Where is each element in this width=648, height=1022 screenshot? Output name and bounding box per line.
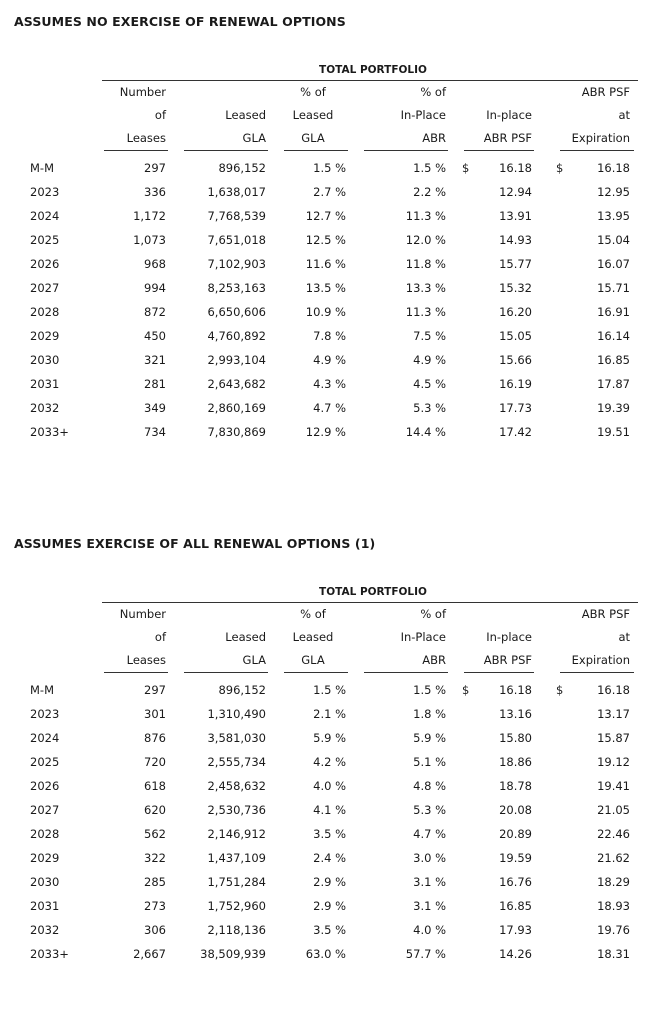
cell-leases: 321: [144, 353, 166, 367]
cell-pabr: 12.0 %: [405, 233, 446, 247]
header-pleased-line-2: Leased: [292, 630, 334, 644]
cell-pabr: 5.3 %: [413, 803, 446, 817]
header-underline-pleased: [284, 150, 348, 151]
header-gla-line-3: GLA: [242, 653, 266, 667]
section-all-renewal: [0, 522, 648, 1022]
cell-gla: 8,253,163: [207, 281, 266, 295]
cell-gla: 2,993,104: [207, 353, 266, 367]
cell-inplace: 16.18: [499, 161, 532, 175]
cell-year: M-M: [30, 161, 54, 175]
cell-pleased: 1.5 %: [313, 161, 346, 175]
header-leases-line-2: of: [154, 630, 166, 644]
cell-pabr: 3.1 %: [413, 899, 446, 913]
cell-leases: 2,667: [133, 947, 166, 961]
table-row: [0, 798, 648, 822]
table-row: [0, 750, 648, 774]
header-pabr-line-2: In-Place: [400, 108, 446, 122]
header-leases-line-3: Leases: [126, 653, 166, 667]
header-gla-line-2: Leased: [225, 108, 266, 122]
cell-exp: 21.05: [597, 803, 630, 817]
cell-year: 2032: [30, 401, 60, 415]
cell-leases: 620: [144, 803, 166, 817]
cell-pleased: 7.8 %: [313, 329, 346, 343]
header-pleased-line-3: GLA: [301, 131, 325, 145]
cell-leases: 306: [144, 923, 166, 937]
cell-pabr: 11.3 %: [405, 209, 446, 223]
header-pabr-line-3: ABR: [422, 131, 446, 145]
cell-gla: 7,830,869: [207, 425, 266, 439]
cell-leases: 994: [144, 281, 166, 295]
cell-gla: 2,146,912: [207, 827, 266, 841]
cell-pabr: 2.2 %: [413, 185, 446, 199]
cell-pabr: 4.8 %: [413, 779, 446, 793]
cell-exp: 16.14: [597, 329, 630, 343]
cell-pleased: 2.9 %: [313, 875, 346, 889]
cell-pleased: 2.7 %: [313, 185, 346, 199]
header-pabr-line-3: ABR: [422, 653, 446, 667]
header-leases-line-1: Number: [119, 85, 166, 99]
cell-gla: 3,581,030: [207, 731, 266, 745]
cell-inplace: 17.42: [499, 425, 532, 439]
cell-leases: 322: [144, 851, 166, 865]
cell-leases: 720: [144, 755, 166, 769]
cell-pabr: 11.8 %: [405, 257, 446, 271]
table-row: [0, 324, 648, 348]
cell-pabr: 4.5 %: [413, 377, 446, 391]
cell-pleased: 4.1 %: [313, 803, 346, 817]
table-row: [0, 870, 648, 894]
cell-pabr: 57.7 %: [405, 947, 446, 961]
header-inplace-line-3: ABR PSF: [483, 131, 532, 145]
cell-leases: 450: [144, 329, 166, 343]
cell-pleased: 4.2 %: [313, 755, 346, 769]
header-underline-exp: [560, 150, 634, 151]
cell-pleased: 4.3 %: [313, 377, 346, 391]
cell-exp: 16.18: [597, 683, 630, 697]
cell-exp: 19.51: [597, 425, 630, 439]
header-pabr-line-2: In-Place: [400, 630, 446, 644]
table-row: [0, 396, 648, 420]
cell-pabr: 4.7 %: [413, 827, 446, 841]
cell-pabr: 11.3 %: [405, 305, 446, 319]
cell-pleased: 12.7 %: [305, 209, 346, 223]
table-row: [0, 276, 648, 300]
cell-pleased: 4.0 %: [313, 779, 346, 793]
header-underline-inplace: [464, 150, 534, 151]
portfolio-label: TOTAL PORTFOLIO: [319, 586, 427, 598]
header-exp-line-2: at: [618, 108, 630, 122]
cell-pabr: 3.0 %: [413, 851, 446, 865]
cell-year: 2027: [30, 281, 60, 295]
cell-year: 2029: [30, 329, 60, 343]
cell-year: 2024: [30, 209, 60, 223]
cell-pabr: 1.5 %: [413, 683, 446, 697]
table-row: [0, 894, 648, 918]
cell-leases: 301: [144, 707, 166, 721]
cell-inplace: 18.78: [499, 779, 532, 793]
cell-pleased: 63.0 %: [305, 947, 346, 961]
table-row: [0, 918, 648, 942]
cell-gla: 1,437,109: [207, 851, 266, 865]
cell-inplace: 20.89: [499, 827, 532, 841]
cell-inplace: 13.91: [499, 209, 532, 223]
cell-leases: 285: [144, 875, 166, 889]
cell-gla: 7,651,018: [207, 233, 266, 247]
cell-leases: 968: [144, 257, 166, 271]
header-underline-gla: [184, 672, 268, 673]
cell-pleased: 4.9 %: [313, 353, 346, 367]
table-row: [0, 774, 648, 798]
cell-year: 2028: [30, 827, 60, 841]
header-underline-pabr: [364, 672, 448, 673]
table-row: [0, 372, 648, 396]
header-inplace-line-3: ABR PSF: [483, 653, 532, 667]
cell-year: 2024: [30, 731, 60, 745]
header-pleased-line-3: GLA: [301, 653, 325, 667]
cell-year: 2025: [30, 233, 60, 247]
cell-pabr: 13.3 %: [405, 281, 446, 295]
cell-leases: 336: [144, 185, 166, 199]
cell-year: 2023: [30, 707, 60, 721]
cell-exp: 13.95: [597, 209, 630, 223]
table-row: [0, 420, 648, 444]
header-exp-line-3: Expiration: [571, 131, 630, 145]
cell-gla: 7,102,903: [207, 257, 266, 271]
cell-pabr: 1.8 %: [413, 707, 446, 721]
cell-pleased: 12.9 %: [305, 425, 346, 439]
cell-gla: 1,638,017: [207, 185, 266, 199]
cell-pabr: 5.3 %: [413, 401, 446, 415]
cell-inplace: 20.08: [499, 803, 532, 817]
cell-exp: 21.62: [597, 851, 630, 865]
cell-year: 2031: [30, 899, 60, 913]
cell-inplace: 12.94: [499, 185, 532, 199]
cell-exp: 13.17: [597, 707, 630, 721]
cell-year: 2030: [30, 353, 60, 367]
cell-gla: 2,530,736: [207, 803, 266, 817]
cell-pleased: 4.7 %: [313, 401, 346, 415]
cell-exp: 18.31: [597, 947, 630, 961]
cell-leases: 734: [144, 425, 166, 439]
cell-year: 2025: [30, 755, 60, 769]
header-underline-gla: [184, 150, 268, 151]
table-row: [0, 822, 648, 846]
header-leases-line-3: Leases: [126, 131, 166, 145]
cell-dollar: $: [462, 161, 470, 175]
table-row: [0, 726, 648, 750]
header-pleased-line-1: % of: [300, 607, 326, 621]
header-gla-line-2: Leased: [225, 630, 266, 644]
cell-exp: 15.87: [597, 731, 630, 745]
cell-exp: 16.85: [597, 353, 630, 367]
cell-exp: 16.91: [597, 305, 630, 319]
cell-pabr: 4.9 %: [413, 353, 446, 367]
portfolio-label: TOTAL PORTFOLIO: [319, 64, 427, 76]
cell-inplace: 16.19: [499, 377, 532, 391]
cell-pleased: 12.5 %: [305, 233, 346, 247]
header-pleased-line-1: % of: [300, 85, 326, 99]
cell-year: 2031: [30, 377, 60, 391]
cell-inplace: 15.66: [499, 353, 532, 367]
header-pabr-line-1: % of: [420, 607, 446, 621]
cell-gla: 896,152: [218, 161, 266, 175]
cell-leases: 273: [144, 899, 166, 913]
cell-exp: 15.71: [597, 281, 630, 295]
cell-gla: 1,310,490: [207, 707, 266, 721]
cell-leases: 349: [144, 401, 166, 415]
cell-year: 2027: [30, 803, 60, 817]
cell-pleased: 11.6 %: [305, 257, 346, 271]
cell-dollar2: $: [556, 161, 564, 175]
cell-dollar2: $: [556, 683, 564, 697]
cell-pleased: 13.5 %: [305, 281, 346, 295]
cell-exp: 22.46: [597, 827, 630, 841]
cell-gla: 2,118,136: [207, 923, 266, 937]
header-leases-line-2: of: [154, 108, 166, 122]
cell-dollar: $: [462, 683, 470, 697]
header-pleased-line-2: Leased: [292, 108, 334, 122]
table-row: [0, 180, 648, 204]
cell-year: M-M: [30, 683, 54, 697]
table-row: [0, 846, 648, 870]
header-underline-pleased: [284, 672, 348, 673]
header-underline-leases: [104, 150, 168, 151]
cell-gla: 1,751,284: [207, 875, 266, 889]
cell-leases: 1,172: [133, 209, 166, 223]
cell-exp: 18.29: [597, 875, 630, 889]
cell-year: 2033+: [30, 425, 69, 439]
cell-inplace: 15.80: [499, 731, 532, 745]
cell-pleased: 1.5 %: [313, 683, 346, 697]
cell-gla: 2,643,682: [207, 377, 266, 391]
table-row: [0, 300, 648, 324]
table-row: [0, 678, 648, 702]
cell-gla: 896,152: [218, 683, 266, 697]
cell-pabr: 4.0 %: [413, 923, 446, 937]
cell-exp: 16.18: [597, 161, 630, 175]
cell-gla: 2,555,734: [207, 755, 266, 769]
cell-pleased: 3.5 %: [313, 827, 346, 841]
cell-exp: 19.76: [597, 923, 630, 937]
cell-pabr: 1.5 %: [413, 161, 446, 175]
header-exp-line-1: ABR PSF: [581, 85, 630, 99]
cell-exp: 12.95: [597, 185, 630, 199]
header-inplace-line-2: In-place: [486, 630, 532, 644]
table-row: [0, 252, 648, 276]
table-row: [0, 702, 648, 726]
table-row: [0, 348, 648, 372]
header-exp-line-1: ABR PSF: [581, 607, 630, 621]
header-underline-inplace: [464, 672, 534, 673]
header-gla-line-3: GLA: [242, 131, 266, 145]
header-exp-line-2: at: [618, 630, 630, 644]
section-title: ASSUMES EXERCISE OF ALL RENEWAL OPTIONS (1): [14, 536, 376, 551]
cell-gla: 38,509,939: [200, 947, 266, 961]
cell-pleased: 5.9 %: [313, 731, 346, 745]
cell-leases: 876: [144, 731, 166, 745]
cell-gla: 2,860,169: [207, 401, 266, 415]
cell-inplace: 17.73: [499, 401, 532, 415]
cell-inplace: 13.16: [499, 707, 532, 721]
table-row: [0, 942, 648, 966]
cell-year: 2030: [30, 875, 60, 889]
cell-inplace: 16.18: [499, 683, 532, 697]
cell-year: 2028: [30, 305, 60, 319]
table-row: [0, 204, 648, 228]
cell-gla: 1,752,960: [207, 899, 266, 913]
header-underline-leases: [104, 672, 168, 673]
cell-inplace: 15.32: [499, 281, 532, 295]
cell-inplace: 15.77: [499, 257, 532, 271]
cell-exp: 19.12: [597, 755, 630, 769]
cell-inplace: 16.20: [499, 305, 532, 319]
cell-pleased: 10.9 %: [305, 305, 346, 319]
cell-gla: 7,768,539: [207, 209, 266, 223]
cell-leases: 281: [144, 377, 166, 391]
cell-pabr: 14.4 %: [405, 425, 446, 439]
cell-gla: 4,760,892: [207, 329, 266, 343]
cell-exp: 18.93: [597, 899, 630, 913]
cell-year: 2032: [30, 923, 60, 937]
cell-year: 2026: [30, 257, 60, 271]
cell-gla: 6,650,606: [207, 305, 266, 319]
cell-inplace: 17.93: [499, 923, 532, 937]
cell-exp: 16.07: [597, 257, 630, 271]
cell-leases: 618: [144, 779, 166, 793]
cell-inplace: 15.05: [499, 329, 532, 343]
cell-inplace: 18.86: [499, 755, 532, 769]
cell-inplace: 19.59: [499, 851, 532, 865]
header-pabr-line-1: % of: [420, 85, 446, 99]
header-underline-exp: [560, 672, 634, 673]
header-exp-line-3: Expiration: [571, 653, 630, 667]
cell-inplace: 16.85: [499, 899, 532, 913]
cell-leases: 297: [144, 161, 166, 175]
cell-year: 2023: [30, 185, 60, 199]
cell-pleased: 3.5 %: [313, 923, 346, 937]
cell-pabr: 7.5 %: [413, 329, 446, 343]
cell-pabr: 5.9 %: [413, 731, 446, 745]
cell-year: 2029: [30, 851, 60, 865]
header-leases-line-1: Number: [119, 607, 166, 621]
header-inplace-line-2: In-place: [486, 108, 532, 122]
cell-inplace: 16.76: [499, 875, 532, 889]
table-row: [0, 228, 648, 252]
cell-exp: 15.04: [597, 233, 630, 247]
cell-year: 2026: [30, 779, 60, 793]
cell-pabr: 3.1 %: [413, 875, 446, 889]
cell-exp: 17.87: [597, 377, 630, 391]
cell-inplace: 14.26: [499, 947, 532, 961]
cell-exp: 19.41: [597, 779, 630, 793]
section-title: ASSUMES NO EXERCISE OF RENEWAL OPTIONS: [14, 14, 346, 29]
header-underline-pabr: [364, 150, 448, 151]
cell-pleased: 2.4 %: [313, 851, 346, 865]
cell-leases: 872: [144, 305, 166, 319]
cell-year: 2033+: [30, 947, 69, 961]
cell-exp: 19.39: [597, 401, 630, 415]
cell-gla: 2,458,632: [207, 779, 266, 793]
cell-pabr: 5.1 %: [413, 755, 446, 769]
table-row: [0, 156, 648, 180]
cell-pleased: 2.1 %: [313, 707, 346, 721]
section-no-renewal: [0, 0, 648, 500]
cell-leases: 297: [144, 683, 166, 697]
cell-inplace: 14.93: [499, 233, 532, 247]
cell-leases: 1,073: [133, 233, 166, 247]
cell-pleased: 2.9 %: [313, 899, 346, 913]
cell-leases: 562: [144, 827, 166, 841]
